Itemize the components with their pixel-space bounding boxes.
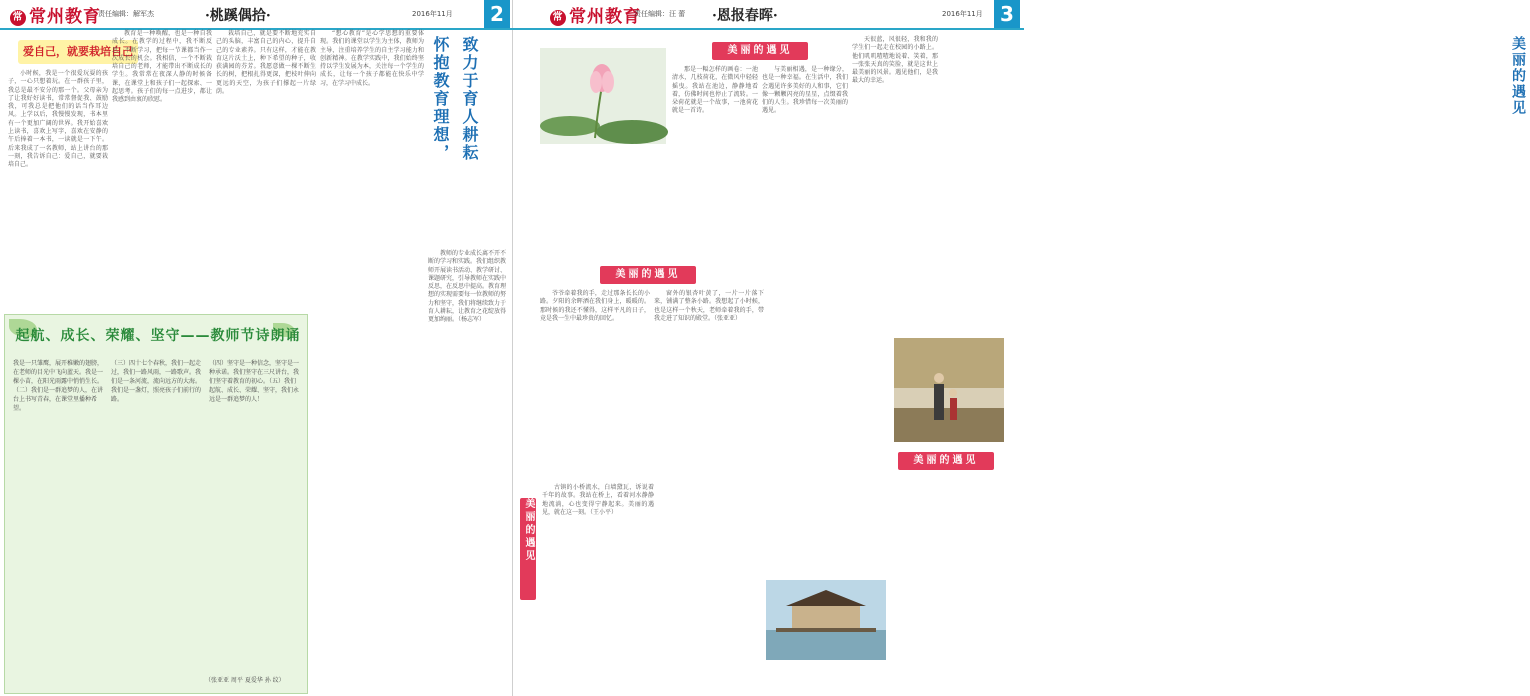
article-column-3 — [216, 30, 316, 310]
vertical-headline — [429, 36, 455, 162]
editor-credit: 责任编辑：汪 蕾 — [634, 10, 686, 18]
autumn-walk-photo — [894, 338, 1004, 442]
article-column-4 — [320, 30, 424, 690]
page-number: 2 — [484, 0, 510, 28]
section-banner — [600, 266, 696, 284]
banner-text: 美丽的遇见 — [523, 498, 534, 563]
poem-column-1 — [13, 359, 103, 413]
banner-text: 美丽的遇见 — [615, 269, 681, 280]
poem-section — [4, 314, 308, 694]
poem-text: （四）坚守是一种信念，坚守是一种承诺。我们坚守在三尺讲台，我们坚守着教育的初心。（五）我们起航、成长、荣耀、坚守，我们永远是一群追梦的人！ — [209, 360, 300, 403]
vertical-headline-text-2: 致力于育人耕耘 — [460, 36, 479, 162]
poem-column-2 — [111, 359, 201, 404]
article-column-3 — [852, 36, 938, 258]
logo-emblem-icon: 常 — [550, 10, 566, 26]
poem-signature: （张亚亚 周平 夏爱华 孙 纹） — [205, 677, 285, 684]
page-number: 3 — [994, 0, 1020, 28]
vertical-headline-text: 美丽的遇见 — [1510, 36, 1526, 116]
section-banner — [898, 452, 994, 470]
logo-text: 常州教育 — [29, 7, 101, 27]
article-column-4 — [540, 290, 650, 470]
article-text: 小时候，我是一个很爱玩耍的孩子，一心只想着玩。在一群孩子里，我总是最不安分的那一个。父母亲为了让我好好读书，常常督促我、鼓励我，可我总是把他们的话当作耳边风。上学以后，我慢慢发现，书本里有一个更加广阔的世界。我开始喜欢上读书，喜欢上写字，喜欢在安静的午后捧着一本书，一读就是一下午。后来我成了一名教师，站上讲台的那一刻，我告诉自己：爱自己，就要栽培自己。 — [8, 70, 108, 169]
page-2 — [0, 0, 513, 696]
lead-article-title: 爱自己，就要栽培自己 — [23, 45, 133, 58]
article-text: 天很蓝，风很轻，我和我的学生们一起走在校园的小路上。他们叽叽喳喳地说着、笑着，那一张张天真的笑脸，就是这世上最美丽的风景。遇见他们，是我最大的幸运。 — [852, 36, 938, 85]
autumn-walk-image-icon — [894, 338, 1004, 442]
section-title: ·桃蹊偶拾· — [205, 8, 271, 24]
page-3 — [512, 0, 1526, 696]
ancient-town-image-icon — [766, 580, 886, 660]
section-title: ·恩报春晖· — [712, 8, 778, 24]
article-text: “想心教育”是心学思想的重要体现。我们的课堂以学生为主体，教师为主导，注重培养学生的自主学习能力和创新精神。在教学实践中，我们始终坚持以学生发展为本，关注每一个学生的成长，让每一个孩子都能在快乐中学习，在学习中成长。 — [320, 30, 424, 87]
article-column-5 — [654, 290, 764, 470]
article-text: 古镇的小桥流水，白墙黛瓦，诉说着千年的故事。我站在桥上，看着河水静静地流淌，心也变得宁静起来。美丽的遇见，就在这一刻。（王小平） — [542, 484, 654, 516]
vertical-headline — [1508, 36, 1530, 116]
newspaper-logo — [550, 2, 641, 27]
poem-text: （三）四十七个春秋，我们一起走过，我们一路风雨，一路歌声。我们是一条河流，流向远方的大海。我们是一盏灯，照亮孩子们前行的路。 — [111, 360, 202, 403]
page-header — [512, 0, 1024, 30]
poem-text: 我是一只雏鹰，展开稚嫩的翅膀，在老师的目光中飞向蓝天。我是一棵小苗，在阳光雨露中悄悄生长。（二）我们是一群追梦的人，在讲台上书写青春，在课堂里播种希望。 — [13, 360, 104, 412]
poem-title-box — [13, 321, 303, 351]
editor-credit: 责任编辑：解军杰 — [98, 10, 154, 18]
article-text: 窗外的银杏叶黄了，一片一片落下来，铺满了整条小路。我想起了小时候，也是这样一个秋天，老师牵着我的手，带我走进了知识的殿堂。（张亚亚） — [654, 290, 764, 322]
banner-text: 美丽的遇见 — [913, 455, 979, 466]
section-banner — [712, 42, 808, 60]
page-header — [0, 0, 512, 30]
poem-column-3 — [209, 359, 299, 404]
logo-text: 常州教育 — [569, 7, 641, 27]
article-text: 那是一幅怎样的画卷：一池清水，几枝荷花，在微风中轻轻摇曳。我站在池边，静静地看着，仿佛时间也停止了流转。一朵荷花就是一个故事，一池荷花就是一首诗。 — [672, 66, 758, 115]
article-text: 爷爷牵着我的手，走过那条长长的小路。夕阳的余晖洒在我们身上，暖暖的。那时候的我还不懂得，这样平凡的日子，竟是我一生中最珍贵的回忆。 — [540, 290, 650, 322]
banner-text: 美丽的遇见 — [727, 45, 793, 56]
article-text: 栽培自己，就是要不断地充实自己的头脑，丰富自己的内心，提升自己的专业素养。只有这样，才能在教育这片沃土上，种下希望的种子，收获满园的芬芳。我愿意做一棵不断生长的树，把根扎得更深，把枝叶伸向更远的天空，为孩子们撑起一片绿荫。 — [216, 30, 316, 96]
vertical-headline-2 — [458, 36, 484, 162]
article-text: 教育是一种唤醒，也是一种自我成长。在教学的过程中，我不断反思，不断学习，把每一节课都当作一次成长的机会。我相信，一个不断栽培自己的老师，才能带出不断成长的学生。我常常在夜深人静的时候备课，在课堂上和孩子们一起探索、一起思考。孩子们的每一点进步，都让我感到由衷的欣慰。 — [112, 30, 212, 104]
lotus-photo — [540, 48, 666, 144]
section-banner-vertical — [520, 498, 536, 600]
lotus-image-icon — [540, 48, 666, 144]
issue-date: 2016年11月 — [942, 10, 983, 18]
article-column-6 — [542, 484, 654, 690]
vertical-headline-text: 怀抱教育理想， — [431, 36, 450, 162]
article-text: 与美丽相遇，是一种缘分，也是一种幸福。在生活中，我们会遇见许多美好的人和事，它们像一颗颗闪亮的星星，点缀着我们的人生。我珍惜每一次美丽的遇见。 — [762, 66, 848, 115]
article-column-2 — [112, 30, 212, 310]
issue-date: 2016年11月 — [412, 10, 453, 18]
article-text: 教师的专业成长离不开不断的学习和实践。我们组织教师开展读书活动、教学研讨、课题研究，引导教师在实践中反思，在反思中提高。教育理想的实现需要每一位教师的努力和坚守，我们将继续致力于育人耕耘，让教育之花绽放得更加绚丽。（杨志军） — [428, 250, 507, 324]
article-column-1 — [8, 70, 108, 310]
newspaper-logo — [10, 2, 101, 27]
article-column-1 — [672, 66, 758, 246]
poem-title: 起航、成长、荣耀、坚守——教师节诗朗诵 — [15, 328, 301, 344]
ancient-town-photo — [766, 580, 886, 660]
logo-emblem-icon: 常 — [10, 10, 26, 26]
article-column-2 — [762, 66, 848, 246]
article-column-5 — [428, 250, 506, 690]
